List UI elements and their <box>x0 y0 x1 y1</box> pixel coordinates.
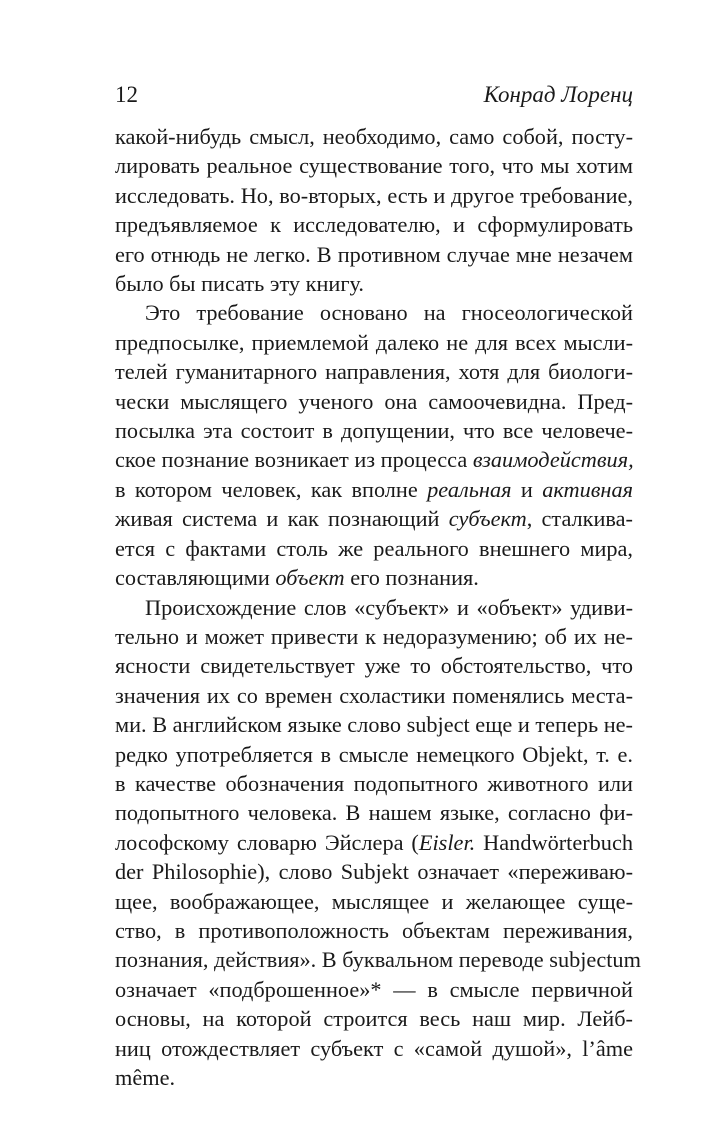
text-run: тельно и может привести к недоразумению; об их не- <box>115 623 633 649</box>
text-line <box>115 622 633 651</box>
text-run: основы, на которой строится весь наш мир. Лейб- <box>115 1006 633 1032</box>
text-run: составляющими <box>115 565 276 591</box>
text-run: ясности свидетельствует уже то обстоятельство, что <box>115 653 633 679</box>
text-run: лировать реальное существование того, что мы хотим <box>115 153 633 179</box>
text-run: значения их со времен схоластики поменялись места- <box>115 682 633 708</box>
text-run: познания, действия». В буквальном переводе subjectum <box>115 947 641 973</box>
italic-text: взаимодействия, <box>472 447 634 473</box>
italic-text: объект <box>275 565 345 591</box>
text-line <box>115 357 633 386</box>
text-line <box>115 122 633 151</box>
running-head <box>115 82 633 122</box>
text-run: щее, воображающее, мыслящее и желающее суще- <box>115 888 633 914</box>
text-line <box>115 240 633 269</box>
text-line <box>115 298 633 327</box>
text-run: и <box>511 476 543 502</box>
text-line <box>115 740 633 769</box>
text-line <box>115 387 633 416</box>
text-run: ется с фактами столь же реального внешнего мира, <box>115 535 633 561</box>
running-head-author: Конрад Лоренц <box>483 82 633 107</box>
text-run: предпосылке, приемлемой далеко не для всех мысли- <box>115 329 633 355</box>
text-line <box>115 1034 633 1063</box>
text-run: его отнюдь не легко. В противном случае мне незачем <box>115 241 633 267</box>
text-line <box>115 1004 633 1033</box>
text-line <box>115 681 633 710</box>
text-run: живая система и как познающий <box>115 506 449 532</box>
text-line <box>115 710 633 739</box>
text-run: , сталкива- <box>526 506 633 532</box>
text-run: ми. В английском языке слово subject еще и теперь не- <box>115 712 633 738</box>
text-line <box>115 1063 633 1092</box>
text-run: редко употребляется в смысле немецкого Objekt, т. е. <box>115 741 633 767</box>
paragraph <box>115 593 641 1093</box>
text-run: même. <box>115 1065 176 1090</box>
text-line <box>115 210 633 239</box>
text-line <box>115 769 633 798</box>
text-run: в котором человек, как вполне <box>115 476 428 502</box>
text-line <box>115 563 633 592</box>
text-run: было бы писать эту книгу. <box>115 271 364 297</box>
text-line <box>115 475 633 504</box>
text-run: ниц отождествляет субъект с «самой душой», l’âme <box>115 1035 633 1061</box>
text-line <box>115 887 633 916</box>
paragraph <box>115 298 633 592</box>
text-line <box>115 534 633 563</box>
text-line <box>115 651 633 680</box>
italic-text: Eisler. <box>418 829 476 855</box>
text-run: ское познание возникает из процесса <box>115 447 473 473</box>
italic-text: субъект <box>448 506 527 532</box>
text-line <box>115 945 641 974</box>
text-run: Происхождение слов «субъект» и «объект» удиви- <box>145 594 633 620</box>
text-line <box>115 445 633 474</box>
text-run: Handwörterbuch <box>475 829 633 855</box>
text-run: der Philosophie), слово Subjekt означает «переживаю- <box>115 859 633 885</box>
text-line <box>115 828 633 857</box>
book-page <box>115 82 641 1092</box>
text-line <box>115 181 633 210</box>
text-run: телей гуманитарного направления, хотя для биологи- <box>115 359 633 385</box>
text-run: подопытного человека. В нашем языке, согласно фи- <box>115 800 633 826</box>
text-run: посылка эта состоит в допущении, что все человече- <box>115 418 633 444</box>
text-line <box>115 269 633 298</box>
paragraph <box>115 122 633 298</box>
text-run: ство, в противоположность объектам переживания, <box>115 917 633 943</box>
body-text <box>115 122 641 1092</box>
text-line <box>115 328 633 357</box>
text-run: какой-нибудь смысл, необходимо, само собой, посту- <box>115 124 633 149</box>
text-run: исследовать. Но, во-вторых, есть и другое требование, <box>115 182 633 208</box>
italic-text: активная <box>542 476 633 502</box>
text-run: лософскому словарю Эйслера ( <box>115 829 419 855</box>
text-run: чески мыслящего ученого она самоочевидна. Пред- <box>115 388 633 414</box>
text-run: его познания. <box>344 565 479 591</box>
text-run: в качестве обозначения подопытного животного или <box>115 770 633 796</box>
text-line <box>115 151 633 180</box>
page-number: 12 <box>115 82 138 107</box>
text-run: Это требование основано на гносеологической <box>145 300 633 326</box>
text-line <box>115 798 633 827</box>
text-line <box>115 916 633 945</box>
text-line <box>115 504 633 533</box>
italic-text: реальная <box>427 476 512 502</box>
text-line <box>115 593 633 622</box>
text-line <box>115 975 633 1004</box>
text-line <box>115 857 633 886</box>
text-run: предъявляемое к исследователю, и сформулировать <box>115 212 633 238</box>
text-run: означает «подброшенное»* — в смысле первичной <box>115 976 633 1002</box>
text-line <box>115 416 633 445</box>
